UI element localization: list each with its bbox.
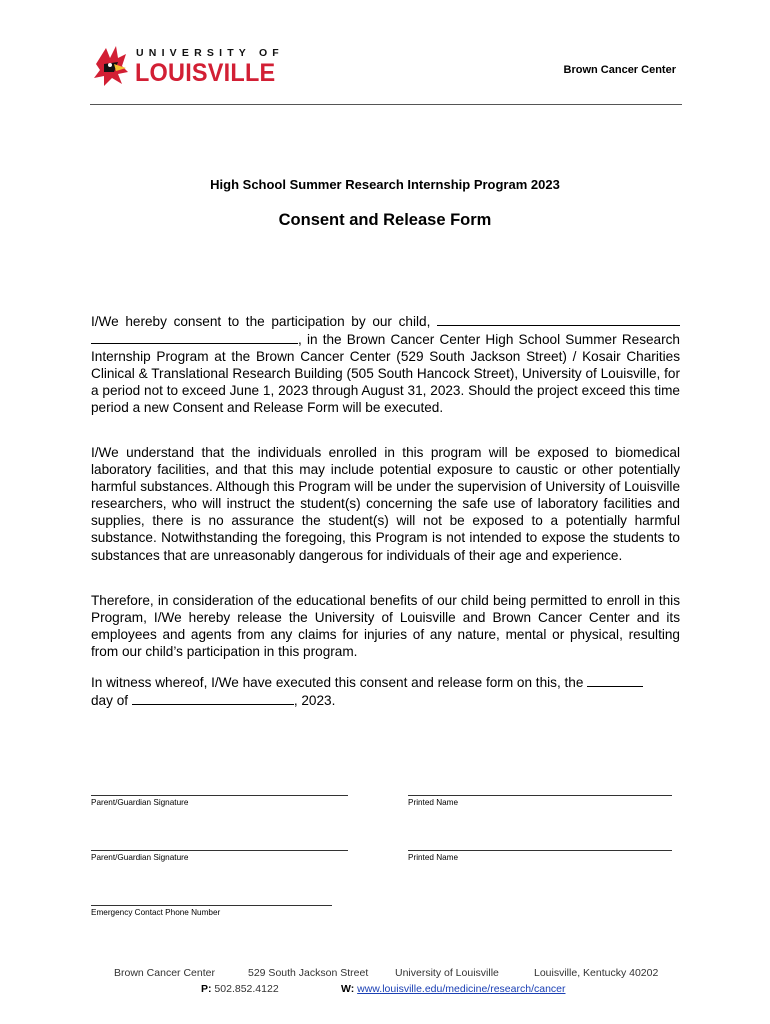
logo-main-text: LOUISVILLE <box>135 59 276 87</box>
footer-phone-number: 502.852.4122 <box>214 983 279 995</box>
child-name-blank-1[interactable] <box>437 312 680 326</box>
witness-paragraph <box>91 673 680 709</box>
consent-text-start: I/We hereby consent to the participation by our child, <box>91 314 437 329</box>
printed-name-line-2[interactable] <box>408 850 672 851</box>
footer-web-path[interactable]: /medicine/research/cancer <box>442 983 566 995</box>
footer-street: 529 South Jackson Street <box>248 967 369 979</box>
witness-text: In witness whereof, I/We have executed this consent and release form on this, the <box>91 675 588 690</box>
footer-university: University of Louisville <box>395 967 499 979</box>
emergency-phone-line[interactable] <box>91 905 332 906</box>
printed-name-label-2: Printed Name <box>408 853 459 862</box>
footer-city: Louisville, Kentucky 40202 <box>534 967 659 979</box>
footer-web-label: W: <box>341 983 355 995</box>
footer-web-link[interactable]: www.louisville.edu <box>357 983 443 995</box>
year-text: , 2023. <box>293 693 336 709</box>
parent-signature-label-1: Parent/Guardian Signature <box>91 798 189 807</box>
day-blank[interactable] <box>587 673 643 687</box>
footer-phone-label: P: <box>201 983 212 995</box>
form-title: Consent and Release Form <box>278 211 492 229</box>
logo-top-text: UNIVERSITY OF <box>136 47 284 59</box>
parent-signature-line-2[interactable] <box>91 850 348 851</box>
department-name: Brown Cancer Center <box>563 64 676 76</box>
footer-center: Brown Cancer Center <box>114 967 215 979</box>
parent-signature-line-1[interactable] <box>91 795 348 796</box>
program-title: High School Summer Research Internship Program 2023 <box>210 177 560 192</box>
month-blank[interactable] <box>132 691 294 705</box>
printed-name-line-1[interactable] <box>408 795 672 796</box>
release-paragraph: Therefore, in consideration of the educational benefits of our child being permitted to enroll in this Program, I/We hereby release the University of Louisville and Brown Cancer Center and its employees and agents from any claims for injuries of any nature, mental or physical, resulting from our child’s participation in this program. <box>91 593 680 660</box>
consent-paragraph <box>91 312 680 417</box>
day-of-text: day of <box>91 693 132 709</box>
consent-text-rest: , in the Brown Cancer Center High School Summer Research Internship Program at the Brown Cancer Center (529 South Jackson Street) / Kosair Charities Clinical & Translational Research Building (505 South Hancock Street), University of Louisville, for a period not to exceed June 1, 2023 through August 31, 2023. Should the project exceed this time period a new Consent and Release Form will be executed. <box>91 332 680 416</box>
footer-phone <box>201 983 279 995</box>
printed-name-label-1: Printed Name <box>408 798 459 807</box>
header-divider <box>90 104 682 105</box>
footer-web <box>341 983 566 995</box>
parent-signature-label-2: Parent/Guardian Signature <box>91 853 189 862</box>
emergency-phone-label: Emergency Contact Phone Number <box>91 908 221 917</box>
risk-paragraph: I/We understand that the individuals enrolled in this program will be exposed to biomedical laboratory facilities, and that this may include potential exposure to caustic or other potentially harmful substances. Although this Program will be under the supervision of University of Louisville researchers, who will instruct the student(s) concerning the safe use of laboratory facilities and supplies, there is no assurance the student(s) will not be exposed to a potentially harmful substance. Notwithstanding the foregoing, this Program is not intended to expose the students to substances that are unreasonably dangerous for individuals of their age and experience. <box>91 445 680 563</box>
university-logo <box>92 44 287 88</box>
child-name-blank-2[interactable] <box>91 330 298 344</box>
cardinal-bird-icon <box>92 44 130 88</box>
